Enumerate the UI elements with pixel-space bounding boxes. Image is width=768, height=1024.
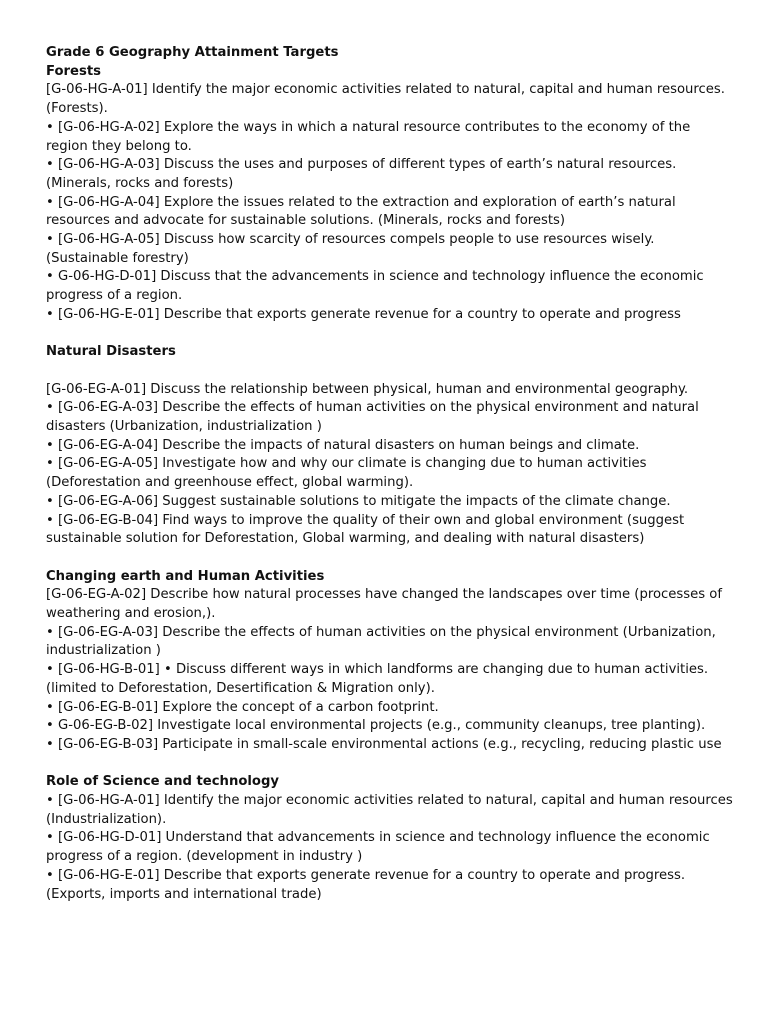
page-title: Grade 6 Geography Attainment Targets xyxy=(46,45,339,60)
list-item: • G-06-HG-D-01] Discuss that the advancements in science and technology influence the economic progress of a region. xyxy=(46,269,704,304)
list-item: • [G-06-HG-A-02] Explore the ways in which a natural resource contributes to the economy of the region they belong to. xyxy=(46,119,691,154)
list-item: • [G-06-HG-A-05] Discuss how scarcity of resources compels people to use resources wisely. (Sustainable forestry) xyxy=(46,232,655,266)
list-item: • [G-06-HG-E-01] Describe that exports generate revenue for a country to operate and progress xyxy=(46,306,681,322)
list-item: • [G-06-EG-A-03] Describe the effects of human activities on the physical environment (Urbanization, industrialization ) xyxy=(46,624,716,659)
section-heading-natural-disasters: Natural Disasters xyxy=(46,344,176,360)
list-item: [G-06-EG-A-01] Discuss the relationship between physical, human and environmental geography. xyxy=(46,381,689,397)
document-page xyxy=(46,44,736,904)
list-item: • [G-06-HG-A-04] Explore the issues related to the extraction and exploration of earth’s natural resources and advocate for sustainable solutions. (Minerals, rocks and forests) xyxy=(46,194,676,229)
list-item: • [G-06-EG-B-01] Explore the concept of a carbon footprint. xyxy=(46,699,439,715)
list-item: • [G-06-EG-B-04] Find ways to improve the quality of their own and global environment (suggest sustainable solution for Deforestation, Global warming, and dealing with natural disasters) xyxy=(46,512,685,547)
list-item: [G-06-HG-A-01] Identify the major economic activities related to natural, capital and human resources. (Forests). xyxy=(46,82,725,117)
list-item: • [G-06-HG-D-01] Understand that advancements in science and technology influence the economic progress of a region. (development in industry ) xyxy=(46,830,710,865)
list-item: • [G-06-HG-A-03] Discuss the uses and purposes of different types of earth’s natural resources. (Minerals, rocks and forests) xyxy=(46,157,677,191)
list-item: [G-06-EG-A-02] Describe how natural processes have changed the landscapes over time (processes of weathering and erosion,). xyxy=(46,587,723,622)
blank-line xyxy=(46,362,736,381)
list-item: • G-06-EG-B-02] Investigate local environmental projects (e.g., community cleanups, tree planting). xyxy=(46,718,706,734)
list-item: • [G-06-EG-A-05] Investigate how and why our climate is changing due to human activities (Deforestation and greenhouse effect, global warming). xyxy=(46,456,647,491)
list-item: • [G-06-EG-B-03] Participate in small-scale environmental actions (e.g., recycling, reducing plastic use xyxy=(46,736,722,752)
list-item: • [G-06-EG-A-04] Describe the impacts of natural disasters on human beings and climate. xyxy=(46,437,640,453)
list-item: • [G-06-EG-A-06] Suggest sustainable solutions to mitigate the impacts of the climate change. xyxy=(46,493,671,509)
section-changing-earth xyxy=(46,568,736,755)
list-item: • [G-06-EG-A-03] Describe the effects of human activities on the physical environment and natural disasters (Urbanization, industrialization ) xyxy=(46,400,699,435)
section-forests xyxy=(46,63,736,325)
list-item: • [G-06-HG-E-01] Describe that exports generate revenue for a country to operate and progress. (Exports, imports and international trade) xyxy=(46,867,686,902)
section-science-technology xyxy=(46,773,736,904)
section-heading-forests: Forests xyxy=(46,63,101,79)
section-natural-disasters xyxy=(46,343,736,549)
list-item: • [G-06-HG-A-01] Identify the major economic activities related to natural, capital and human resources (Industrialization). xyxy=(46,793,733,827)
list-item: • [G-06-HG-B-01] • Discuss different ways in which landforms are changing due to human activities. (limited to Deforestation, Desertification & Migration only). xyxy=(46,662,709,696)
section-heading-science-technology: Role of Science and technology xyxy=(46,774,280,790)
section-heading-changing-earth: Changing earth and Human Activities xyxy=(46,568,325,584)
